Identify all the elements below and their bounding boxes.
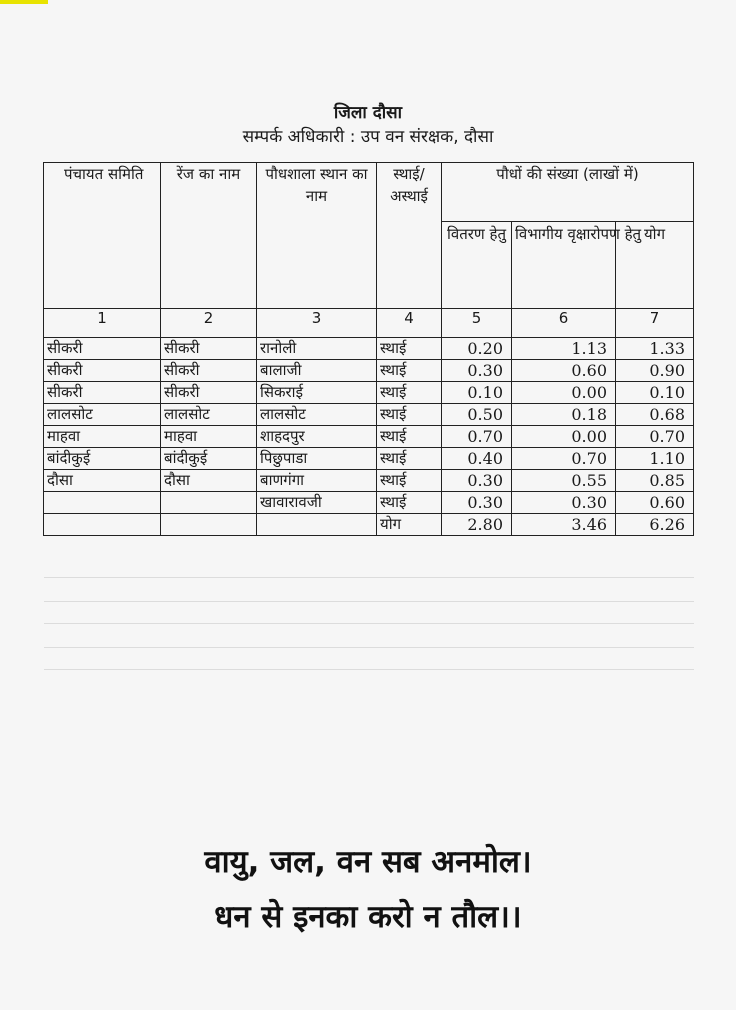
cell-total: 0.70 [616, 426, 694, 448]
cell-range: माहवा [161, 426, 257, 448]
total-row [44, 514, 694, 536]
cell-total: 1.10 [616, 448, 694, 470]
header-status: स्थाई/ अस्थाई [377, 163, 442, 309]
cell-status: स्थाई [377, 360, 442, 382]
column-number: 6 [512, 309, 616, 338]
table-row [44, 448, 694, 470]
header-departmental: विभागीय वृक्षारोपण हेतु [512, 222, 616, 309]
corner-mark [0, 0, 48, 4]
cell-total: 0.85 [616, 470, 694, 492]
cell-distribution: 0.10 [442, 382, 512, 404]
cell-nursery: सिकराई [257, 382, 377, 404]
table-row [44, 404, 694, 426]
cell-empty [44, 514, 161, 536]
total-distribution: 2.80 [442, 514, 512, 536]
cell-status: स्थाई [377, 470, 442, 492]
cell-range: सीकरी [161, 338, 257, 360]
cell-panchayat: सीकरी [44, 382, 161, 404]
cell-panchayat: दौसा [44, 470, 161, 492]
cell-distribution: 0.30 [442, 360, 512, 382]
cell-nursery: बाणगंगा [257, 470, 377, 492]
cell-empty [161, 514, 257, 536]
district-title: जिला दौसा [333, 103, 403, 123]
cell-departmental: 0.70 [512, 448, 616, 470]
cell-empty [257, 514, 377, 536]
cell-range: दौसा [161, 470, 257, 492]
cell-departmental: 0.00 [512, 382, 616, 404]
bleed-through-lines [44, 565, 694, 675]
cell-distribution: 0.50 [442, 404, 512, 426]
table-row [44, 492, 694, 514]
column-number: 4 [377, 309, 442, 338]
slogan-line-1: वायु, जल, वन सब अनमोल। [204, 844, 532, 880]
header-total: योग [616, 222, 694, 309]
table-row [44, 360, 694, 382]
cell-range: सीकरी [161, 382, 257, 404]
cell-distribution: 0.30 [442, 492, 512, 514]
cell-distribution: 0.30 [442, 470, 512, 492]
total-departmental: 3.46 [512, 514, 616, 536]
column-number-row [44, 309, 694, 338]
cell-total: 0.60 [616, 492, 694, 514]
cell-panchayat: बांदीकुई [44, 448, 161, 470]
header-distribution: वितरण हेतु [442, 222, 512, 309]
nursery-table [43, 162, 694, 536]
cell-panchayat: सीकरी [44, 360, 161, 382]
cell-range [161, 492, 257, 514]
cell-panchayat: सीकरी [44, 338, 161, 360]
cell-distribution: 0.40 [442, 448, 512, 470]
slogan-line-2: धन से इनका करो न तौल।। [214, 899, 522, 935]
cell-departmental: 0.55 [512, 470, 616, 492]
cell-panchayat: माहवा [44, 426, 161, 448]
cell-distribution: 0.70 [442, 426, 512, 448]
cell-nursery: शाहदपुर [257, 426, 377, 448]
column-number: 1 [44, 309, 161, 338]
header-range: रेंज का नाम [161, 163, 257, 309]
cell-departmental: 1.13 [512, 338, 616, 360]
cell-status: स्थाई [377, 492, 442, 514]
column-number: 2 [161, 309, 257, 338]
cell-total: 0.10 [616, 382, 694, 404]
officer-subtitle: सम्पर्क अधिकारी : उप वन संरक्षक, दौसा [242, 127, 494, 147]
table-row [44, 382, 694, 404]
cell-nursery: पिछुपाडा [257, 448, 377, 470]
column-number: 7 [616, 309, 694, 338]
cell-panchayat: लालसोट [44, 404, 161, 426]
cell-departmental: 0.60 [512, 360, 616, 382]
cell-nursery: लालसोट [257, 404, 377, 426]
header-nursery: पौधशाला स्थान का नाम [257, 163, 377, 309]
header-panchayat: पंचायत समिति [44, 163, 161, 309]
column-number: 5 [442, 309, 512, 338]
total-label: योग [377, 514, 442, 536]
cell-status: स्थाई [377, 404, 442, 426]
cell-range: बांदीकुई [161, 448, 257, 470]
cell-departmental: 0.00 [512, 426, 616, 448]
cell-distribution: 0.20 [442, 338, 512, 360]
table-row [44, 426, 694, 448]
cell-total: 0.68 [616, 404, 694, 426]
header-row-1 [44, 163, 694, 222]
column-number: 3 [257, 309, 377, 338]
total-grand: 6.26 [616, 514, 694, 536]
cell-status: स्थाई [377, 426, 442, 448]
cell-status: स्थाई [377, 382, 442, 404]
cell-total: 1.33 [616, 338, 694, 360]
table-row [44, 470, 694, 492]
cell-departmental: 0.18 [512, 404, 616, 426]
header-plants: पौधों की संख्या (लाखों में) [442, 163, 694, 222]
cell-nursery: रानोली [257, 338, 377, 360]
cell-nursery: खावारावजी [257, 492, 377, 514]
table-row [44, 338, 694, 360]
cell-status: स्थाई [377, 448, 442, 470]
cell-status: स्थाई [377, 338, 442, 360]
cell-nursery: बालाजी [257, 360, 377, 382]
cell-range: सीकरी [161, 360, 257, 382]
cell-departmental: 0.30 [512, 492, 616, 514]
cell-total: 0.90 [616, 360, 694, 382]
cell-panchayat [44, 492, 161, 514]
cell-range: लालसोट [161, 404, 257, 426]
